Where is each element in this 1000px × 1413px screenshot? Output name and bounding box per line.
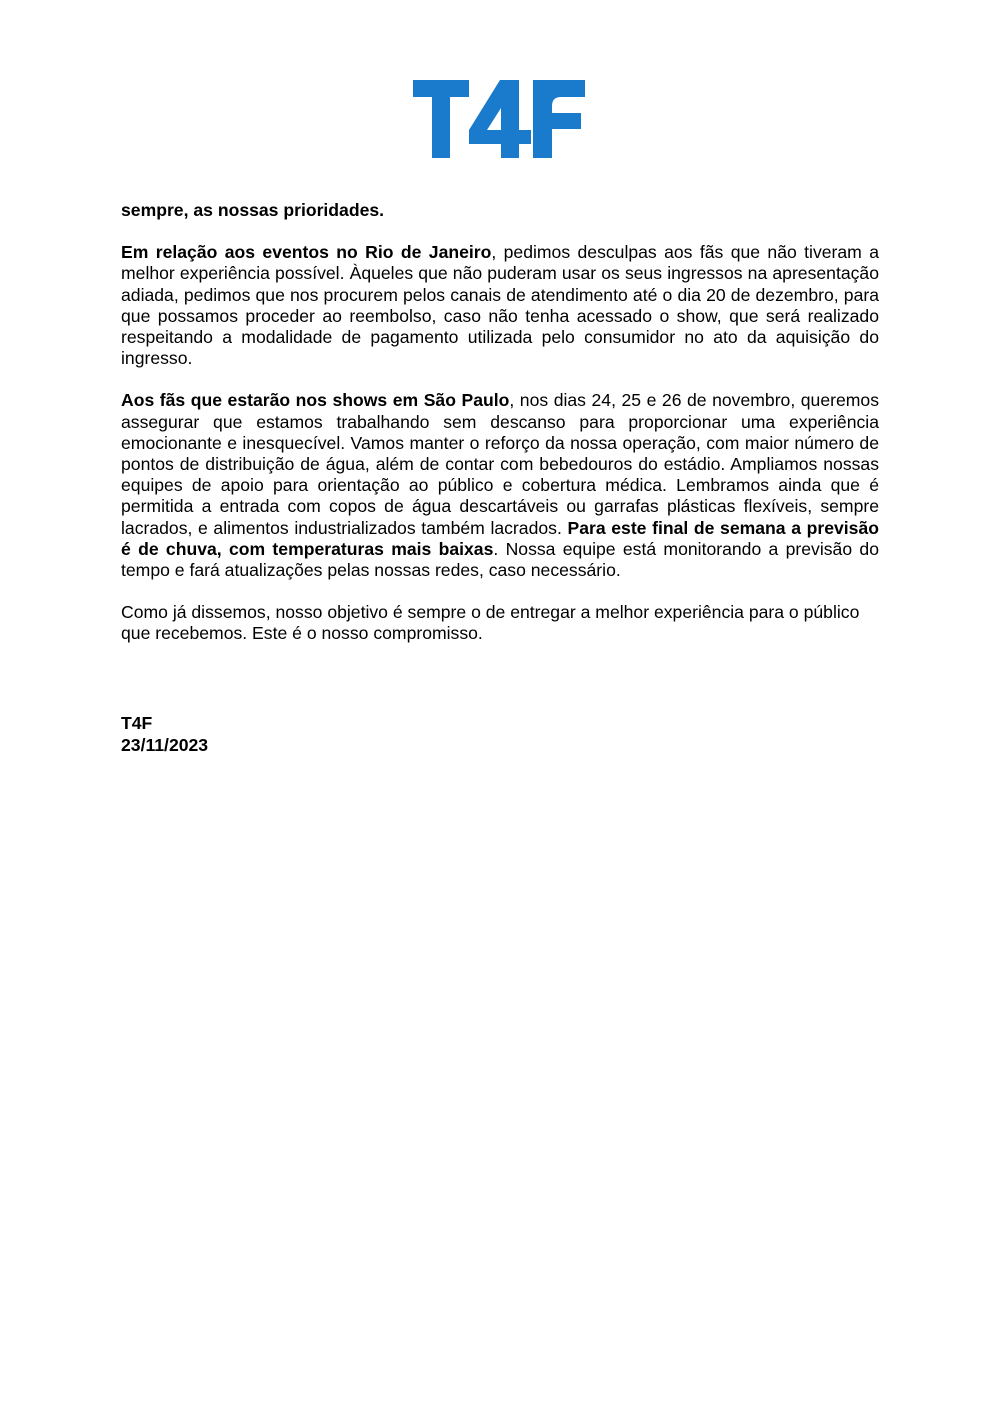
letter-body	[121, 200, 879, 666]
commitment-text: Como já dissemos, nosso objetivo é sempre o de entregar a melhor experiência para o público que recebemos. Este é o nosso compromisso.	[121, 602, 860, 644]
signature-date: 23/11/2023	[121, 735, 209, 755]
sao-paulo-body-text: , nos dias 24, 25 e 26 de novembro, queremos assegurar que estamos trabalhando sem descanso para proporcionar uma experiência emocionante e inesquecível. Vamos manter o reforço da nossa operação, com maior número de pontos de distribuição de água, além de contar com bebedouros do estádio. Ampliamos nossas equipes de apoio para orientação ao público e cobertura médica. Lembramos ainda que é permitida a entrada com copos de água descartáveis ou garrafas plásticas flexíveis, sempre lacrados, e alimentos industrializados também lacrados.	[121, 390, 879, 538]
rio-bold-lead: Em relação aos eventos no Rio de Janeiro	[121, 242, 492, 263]
rio-body-text: , pedimos desculpas aos fãs que não tiveram a melhor experiência possível. Àqueles que não puderam usar os seus ingressos na apresentação adiada, pedimos que nos procurem pelos canais de atendimento até o dia 20 de dezembro, para que possamos proceder ao reembolso, caso não tenha acessado o show, que será realizado respeitando a modalidade de pagamento utilizada pelo consumidor no ato da aquisição do ingresso.	[121, 242, 879, 369]
signature-block	[121, 712, 208, 756]
sao-paulo-bold-lead: Aos fãs que estarão nos shows em São Paulo	[121, 390, 510, 411]
paragraph-commitment	[121, 602, 879, 644]
monitoring-text: . Nossa equipe está monitorando a previsão do tempo e fará atualizações pelas nossas redes, caso necessário.	[121, 538, 879, 581]
paragraph-rio-de-janeiro	[121, 242, 879, 369]
paragraph-sao-paulo	[121, 390, 879, 581]
weather-bold-text: Para este final de semana a previsão é de chuva, com temperaturas mais baixas	[121, 517, 879, 559]
paragraph-closing-priorities	[121, 200, 879, 221]
priorities-bold-text: sempre, as nossas prioridades.	[121, 200, 385, 220]
signature-name: T4F	[121, 713, 153, 733]
t4f-logo	[413, 80, 585, 158]
